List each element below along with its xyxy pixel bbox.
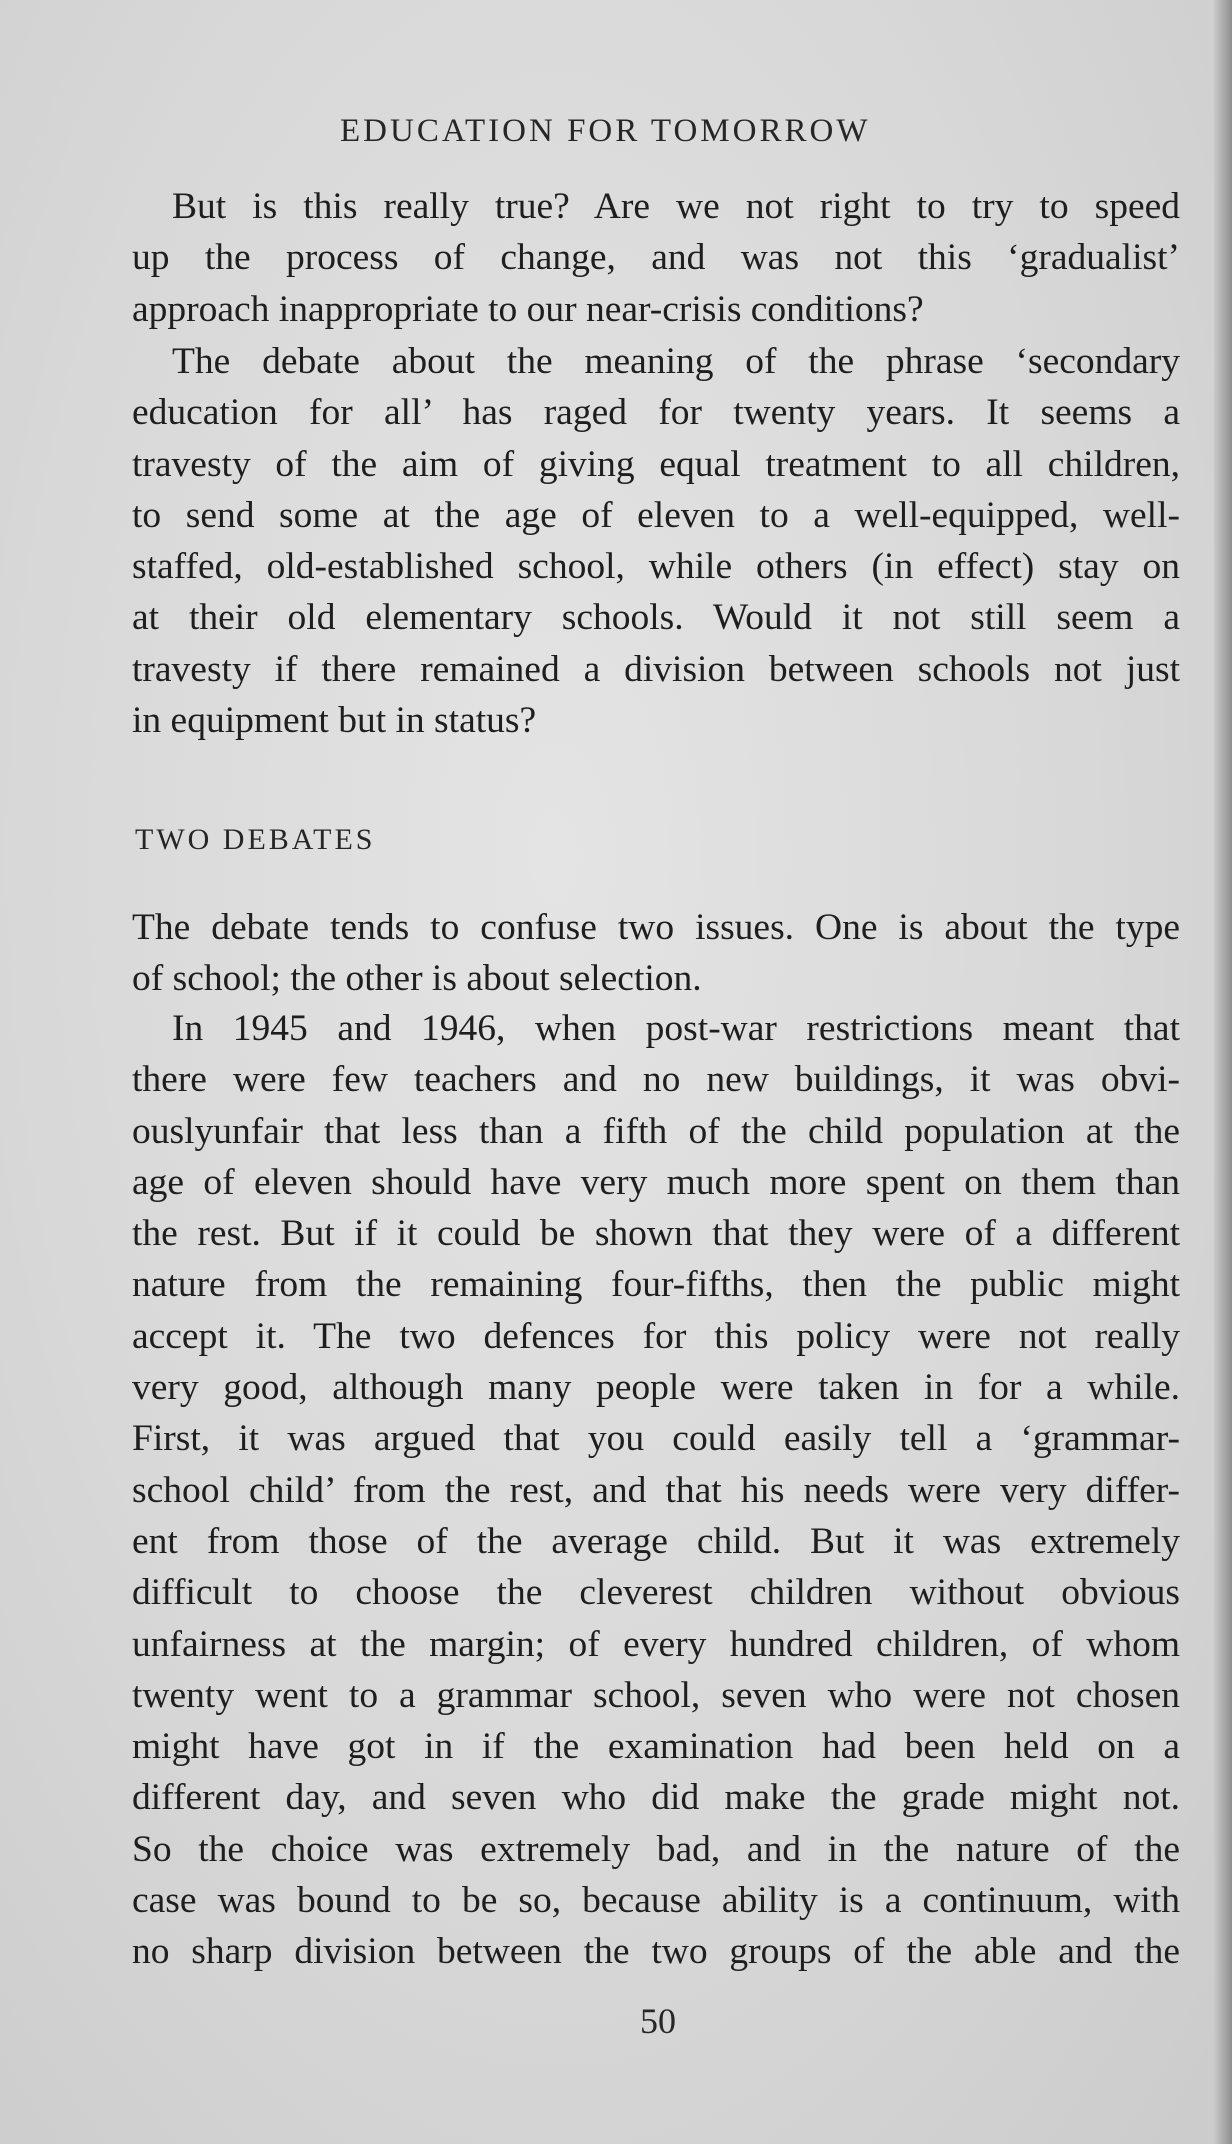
text-line: The debate about the meaning of the phrase ‘secondary — [172, 341, 1180, 382]
text-line: The debate tends to confuse two issues. One is about the type — [132, 907, 1180, 948]
text-line: of school; the other is about selection. — [132, 958, 702, 1000]
text-line: accept it. The two defences for this policy were not really — [132, 1315, 1180, 1357]
text-line: there were few teachers and no new buildings, it was obvi- — [132, 1059, 1180, 1101]
text-line: nature from the remaining four-fifths, then the public might — [132, 1264, 1180, 1306]
text-line: age of eleven should have very much more spent on them than — [132, 1161, 1180, 1203]
text-line: In 1945 and 1946, when post-war restrictions meant that — [172, 1008, 1180, 1049]
text-line: approach inappropriate to our near-crisis conditions? — [132, 288, 924, 330]
page-number: 50 — [640, 2001, 676, 2041]
running-head: EDUCATION FOR TOMORROW — [340, 113, 871, 149]
text-line: ent from those of the average child. But it was extremely — [132, 1520, 1180, 1562]
page-edge-shadow — [1214, 0, 1232, 2144]
text-line: education for all’ has raged for twenty years. It seems a — [132, 392, 1180, 434]
text-line: might have got in if the examination had been held on a — [132, 1726, 1180, 1768]
text-line: ouslyunfair that less than a fifth of the child population at the — [132, 1110, 1180, 1152]
text-line: difficult to choose the cleverest children without obvious — [132, 1572, 1180, 1614]
text-line: staffed, old-established school, while others (in effect) stay on — [132, 546, 1180, 588]
text-line: different day, and seven who did make the grade might not. — [132, 1777, 1180, 1819]
text-line: But is this really true? Are we not right to try to speed — [172, 186, 1180, 227]
text-line: very good, although many people were taken in for a while. — [132, 1367, 1180, 1409]
paragraph-1 — [132, 181, 1180, 335]
section-heading: TWO DEBATES — [135, 823, 376, 856]
text-line: no sharp division between the two groups of the able and the — [132, 1931, 1180, 1973]
paragraph-3 — [132, 902, 1180, 1005]
text-line: the rest. But if it could be shown that they were of a different — [132, 1213, 1180, 1255]
text-line: So the choice was extremely bad, and in the nature of the — [132, 1828, 1180, 1870]
text-line: unfairness at the margin; of every hundred children, of whom — [132, 1623, 1180, 1665]
text-line: at their old elementary schools. Would it not still seem a — [132, 597, 1180, 639]
text-line: First, it was argued that you could easily tell a ‘grammar- — [132, 1418, 1180, 1460]
text-line: up the process of change, and was not this ‘gradualist’ — [132, 237, 1180, 279]
text-line: to send some at the age of eleven to a well-equipped, well- — [132, 494, 1180, 536]
text-line: in equipment but in status? — [132, 700, 537, 742]
text-line: twenty went to a grammar school, seven who were not chosen — [132, 1674, 1180, 1716]
text-line: travesty if there remained a division between schools not just — [132, 648, 1180, 690]
paragraph-2 — [132, 336, 1180, 746]
text-line: travesty of the aim of giving equal treatment to all children, — [132, 443, 1180, 485]
text-line: school child’ from the rest, and that his needs were very differ- — [132, 1469, 1180, 1511]
paragraph-4 — [132, 1003, 1180, 1978]
text-line: case was bound to be so, because ability is a continuum, with — [132, 1880, 1180, 1922]
